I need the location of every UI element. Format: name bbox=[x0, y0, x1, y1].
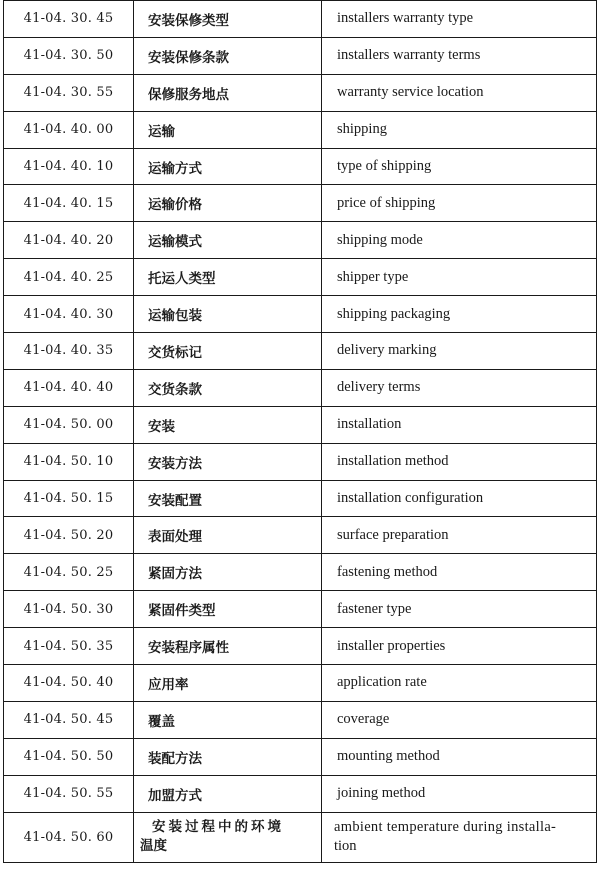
table-row bbox=[4, 554, 597, 591]
code-cell: 41-04. 50. 20 bbox=[4, 517, 134, 554]
chinese-term-cell: 装配方法 bbox=[134, 738, 322, 775]
english-term-cell: installation bbox=[322, 406, 597, 443]
chinese-term-cell: 应用率 bbox=[134, 665, 322, 702]
code-cell: 41-04. 50. 10 bbox=[4, 443, 134, 480]
table-row bbox=[4, 480, 597, 517]
table-row bbox=[4, 296, 597, 333]
code-cell: 41-04. 50. 35 bbox=[4, 628, 134, 665]
code-cell: 41-04. 40. 30 bbox=[4, 296, 134, 333]
english-term-cell: fastening method bbox=[322, 554, 597, 591]
chinese-term-cell: 运输 bbox=[134, 111, 322, 148]
code-cell: 41-04. 50. 45 bbox=[4, 701, 134, 738]
table-body bbox=[4, 1, 597, 863]
table-row bbox=[4, 628, 597, 665]
chinese-term-cell: 安装方法 bbox=[134, 443, 322, 480]
code-cell: 41-04. 50. 55 bbox=[4, 775, 134, 812]
chinese-term-cell: 安装保修条款 bbox=[134, 37, 322, 74]
table-row bbox=[4, 775, 597, 812]
chinese-term-cell: 托运人类型 bbox=[134, 259, 322, 296]
english-term-cell: installation configuration bbox=[322, 480, 597, 517]
english-term-cell: fastener type bbox=[322, 591, 597, 628]
english-term-cell: installation method bbox=[322, 443, 597, 480]
table-row bbox=[4, 37, 597, 74]
code-cell: 41-04. 30. 45 bbox=[4, 1, 134, 38]
table-row bbox=[4, 1, 597, 38]
chinese-term-cell: 安装保修类型 bbox=[134, 1, 322, 38]
code-cell: 41-04. 30. 50 bbox=[4, 37, 134, 74]
english-term-cell: surface preparation bbox=[322, 517, 597, 554]
table-row bbox=[4, 74, 597, 111]
chinese-term-cell: 安装配置 bbox=[134, 480, 322, 517]
code-cell: 41-04. 50. 40 bbox=[4, 665, 134, 702]
code-cell: 41-04. 50. 00 bbox=[4, 406, 134, 443]
code-cell: 41-04. 40. 00 bbox=[4, 111, 134, 148]
chinese-term-cell: 交货标记 bbox=[134, 333, 322, 370]
english-term-cell: application rate bbox=[322, 665, 597, 702]
table-row bbox=[4, 517, 597, 554]
table-row bbox=[4, 406, 597, 443]
table-row bbox=[4, 443, 597, 480]
table-row bbox=[4, 665, 597, 702]
chinese-term-cell: 交货条款 bbox=[134, 369, 322, 406]
code-cell: 41-04. 50. 60 bbox=[4, 812, 134, 862]
chinese-term-cell: 安装 bbox=[134, 406, 322, 443]
english-term-line-2: tion bbox=[334, 838, 357, 855]
chinese-term-cell: 表面处理 bbox=[134, 517, 322, 554]
code-cell: 41-04. 40. 10 bbox=[4, 148, 134, 185]
english-term-cell: joining method bbox=[322, 775, 597, 812]
chinese-term-cell: 安装程序属性 bbox=[134, 628, 322, 665]
table-row bbox=[4, 185, 597, 222]
table-row bbox=[4, 701, 597, 738]
chinese-term-cell: 运输方式 bbox=[134, 148, 322, 185]
english-term-cell bbox=[322, 812, 597, 862]
english-term-cell: installer properties bbox=[322, 628, 597, 665]
chinese-term-line-1: 安装过程中的环境 bbox=[152, 819, 284, 836]
chinese-term-cell: 紧固方法 bbox=[134, 554, 322, 591]
chinese-term-cell: 运输模式 bbox=[134, 222, 322, 259]
english-term-cell: price of shipping bbox=[322, 185, 597, 222]
english-term-cell: shipper type bbox=[322, 259, 597, 296]
english-term-cell: type of shipping bbox=[322, 148, 597, 185]
table-row bbox=[4, 259, 597, 296]
table-row bbox=[4, 222, 597, 259]
english-term-cell: shipping mode bbox=[322, 222, 597, 259]
code-cell: 41-04. 40. 20 bbox=[4, 222, 134, 259]
table-row bbox=[4, 738, 597, 775]
chinese-term-cell: 加盟方式 bbox=[134, 775, 322, 812]
code-cell: 41-04. 50. 50 bbox=[4, 738, 134, 775]
chinese-term-cell: 保修服务地点 bbox=[134, 74, 322, 111]
english-term-cell: delivery terms bbox=[322, 369, 597, 406]
chinese-term-cell: 运输价格 bbox=[134, 185, 322, 222]
table-row bbox=[4, 148, 597, 185]
code-cell: 41-04. 40. 25 bbox=[4, 259, 134, 296]
code-cell: 41-04. 50. 15 bbox=[4, 480, 134, 517]
chinese-term-cell: 紧固件类型 bbox=[134, 591, 322, 628]
code-cell: 41-04. 30. 55 bbox=[4, 74, 134, 111]
table-row bbox=[4, 591, 597, 628]
english-term-cell: installers warranty type bbox=[322, 1, 597, 38]
table-row bbox=[4, 111, 597, 148]
code-cell: 41-04. 40. 35 bbox=[4, 333, 134, 370]
chinese-term-cell bbox=[134, 812, 322, 862]
english-term-cell: shipping packaging bbox=[322, 296, 597, 333]
classification-table bbox=[3, 0, 597, 863]
english-term-cell: shipping bbox=[322, 111, 597, 148]
chinese-term-cell: 运输包装 bbox=[134, 296, 322, 333]
english-term-cell: installers warranty terms bbox=[322, 37, 597, 74]
english-term-cell: delivery marking bbox=[322, 333, 597, 370]
table-row bbox=[4, 333, 597, 370]
english-term-cell: mounting method bbox=[322, 738, 597, 775]
english-term-cell: warranty service location bbox=[322, 74, 597, 111]
code-cell: 41-04. 40. 15 bbox=[4, 185, 134, 222]
code-cell: 41-04. 50. 25 bbox=[4, 554, 134, 591]
table-row bbox=[4, 369, 597, 406]
table-row-last bbox=[4, 812, 597, 862]
english-term-cell: coverage bbox=[322, 701, 597, 738]
english-term-line-1: ambient temperature during installa- bbox=[334, 819, 557, 836]
code-cell: 41-04. 40. 40 bbox=[4, 369, 134, 406]
code-cell: 41-04. 50. 30 bbox=[4, 591, 134, 628]
chinese-term-cell: 覆盖 bbox=[134, 701, 322, 738]
chinese-term-line-2: 温度 bbox=[140, 838, 167, 855]
